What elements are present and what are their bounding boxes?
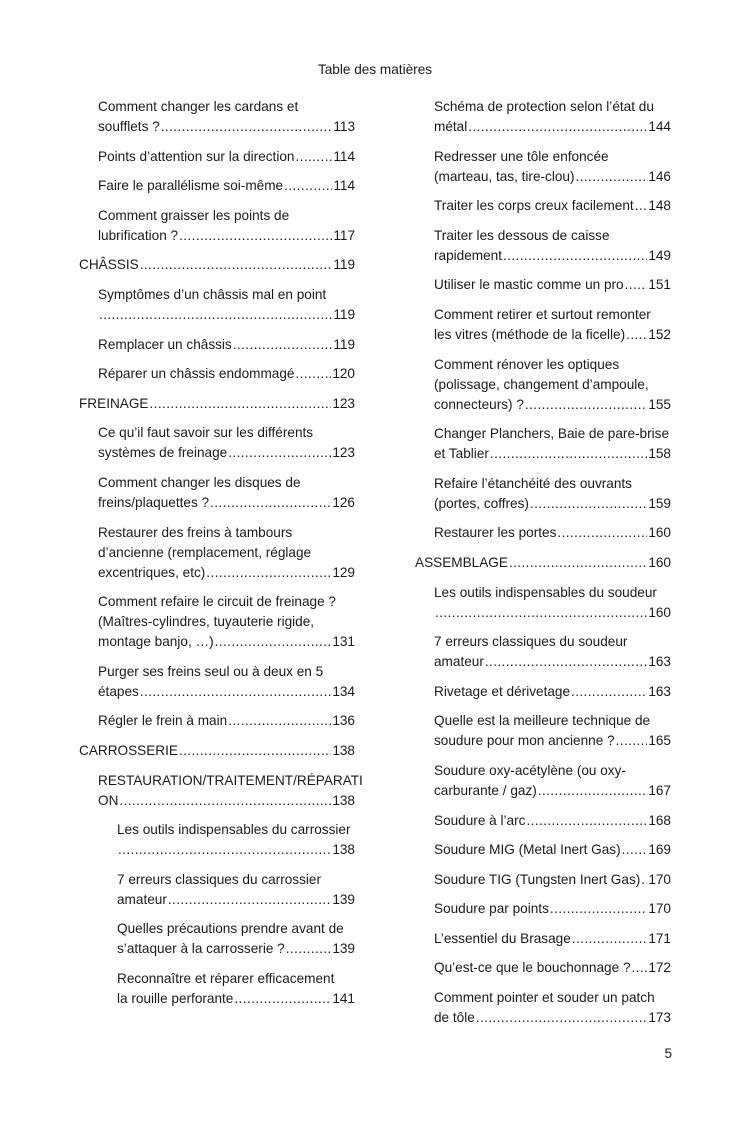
toc-entry-text: la rouille perforante (117, 990, 234, 1006)
toc-page-number: 146 (648, 168, 671, 184)
toc-page-number: 114 (333, 178, 355, 194)
toc-entry[interactable] (98, 364, 355, 384)
toc-entry[interactable] (98, 206, 355, 246)
dot-leader (485, 652, 647, 672)
toc-entry[interactable] (98, 176, 355, 196)
toc-entry-leader-line (434, 275, 671, 295)
toc-entry[interactable] (117, 919, 355, 959)
toc-entry-leader-line (117, 939, 355, 959)
toc-entry-text: connecteurs) ? (434, 396, 524, 412)
dot-leader (118, 840, 331, 860)
toc-entry[interactable] (434, 632, 671, 672)
dot-leader (503, 246, 647, 266)
toc-entry-text: s’attaquer à la carrosserie ? (117, 941, 285, 957)
toc-entry[interactable] (434, 840, 671, 860)
dot-leader (490, 444, 647, 464)
toc-page-number: 155 (648, 396, 671, 412)
toc-entry[interactable] (98, 523, 355, 583)
toc-entry-leader-line (98, 147, 355, 167)
toc-entry-text-line: 7 erreurs classiques du carrossier (117, 871, 321, 887)
dot-leader (210, 493, 331, 513)
toc-entry-leader-line (98, 335, 355, 355)
toc-page-number: 169 (648, 842, 671, 858)
toc-page-number: 138 (332, 792, 355, 808)
toc-entry-leader-line (434, 325, 671, 345)
toc-entry-leader-line (434, 494, 671, 514)
toc-entry-text-line: Comment retirer et surtout remonter (434, 306, 651, 322)
toc-page-number: 151 (648, 277, 671, 293)
dot-leader (140, 255, 333, 275)
dot-leader (530, 494, 647, 514)
dot-leader (616, 731, 648, 751)
toc-section-heading[interactable] (415, 553, 671, 573)
toc-page-number: 144 (648, 119, 671, 134)
toc-entry-text-line: Comment changer les cardans et (98, 99, 299, 114)
toc-entry[interactable] (434, 196, 671, 216)
toc-entry[interactable] (434, 899, 671, 919)
toc-entry-leader-line (434, 811, 671, 831)
toc-entry-text-line: Changer Planchers, Baie de pare-brise (434, 426, 670, 442)
toc-entry-leader-line (434, 395, 671, 415)
toc-entry-leader-line (434, 958, 671, 978)
toc-entry[interactable] (434, 811, 671, 831)
dot-leader (140, 682, 331, 702)
toc-entry-text-line: RESTAURATION/TRAITEMENT/RÉPARATI (98, 772, 363, 788)
toc-section-heading[interactable] (79, 741, 355, 761)
toc-entry[interactable] (98, 592, 355, 652)
toc-page-number: 120 (332, 366, 355, 382)
toc-entry-leader-line (434, 117, 671, 137)
dot-leader (641, 870, 647, 890)
page-number: 5 (664, 1046, 672, 1061)
toc-entry[interactable] (98, 97, 355, 137)
toc-page-number: 141 (332, 990, 355, 1006)
toc-entry-leader-line (98, 364, 355, 384)
toc-entry-leader-line (98, 443, 355, 463)
toc-entry[interactable] (434, 355, 671, 415)
toc-entry-text: freins/plaquettes ? (98, 494, 210, 510)
toc-entry-text: FREINAGE (79, 395, 149, 411)
toc-entry-leader-line (434, 603, 671, 623)
toc-entry[interactable] (434, 226, 671, 266)
toc-section-heading[interactable] (79, 255, 355, 275)
toc-entry-leader-line (98, 632, 355, 652)
toc-entry-text-line: Quelle est la meilleure technique de (434, 713, 651, 729)
dot-leader (509, 553, 647, 573)
toc-entry[interactable] (98, 662, 355, 702)
toc-entry-leader-line (434, 929, 671, 949)
toc-entry-text-line: Symptômes d’un châssis mal en point (98, 286, 327, 302)
dot-leader (476, 1008, 647, 1028)
toc-section-heading[interactable] (79, 394, 355, 414)
toc-page-number: 138 (332, 842, 355, 858)
toc-entry[interactable] (98, 335, 355, 355)
toc-entry-leader-line (434, 167, 671, 187)
toc-entry-leader-line (98, 563, 355, 583)
toc-entry-text-line: (polissage, changement d’ampoule, (434, 376, 649, 392)
toc-entry-text-line: Comment refaire le circuit de freinage ? (98, 594, 336, 610)
toc-entry-text: ASSEMBLAGE (415, 554, 508, 570)
toc-page-number: 159 (648, 495, 671, 511)
toc-entry-leader-line (98, 305, 355, 325)
dot-leader (284, 176, 332, 196)
toc-entry-text-line: Quelles précautions prendre avant de (117, 921, 344, 937)
toc-page-number: 165 (648, 733, 671, 749)
toc-entry-leader-line (98, 682, 355, 702)
toc-entry-text-line: Les outils indispensables du carrossier (117, 822, 351, 838)
toc-entry-text: L’essentiel du Brasage (434, 930, 571, 946)
toc-entry-leader-line (117, 840, 355, 860)
toc-entry[interactable] (434, 424, 671, 464)
dot-leader (119, 791, 331, 811)
dot-leader (635, 196, 648, 216)
toc-entry[interactable] (117, 969, 355, 1009)
toc-entry[interactable] (98, 771, 363, 811)
dot-leader (295, 147, 332, 167)
dot-leader (286, 939, 332, 959)
toc-entry-leader-line (434, 840, 671, 860)
toc-entry-leader-line (98, 226, 355, 246)
toc-entry[interactable] (434, 147, 671, 187)
toc-entry-text: de tôle (434, 1010, 475, 1026)
toc-entry-leader-line (79, 394, 355, 414)
toc-entry-leader-line (98, 117, 355, 137)
toc-page-number: 119 (333, 257, 355, 273)
toc-entry[interactable] (434, 305, 671, 345)
toc-entry-text-line: Comment changer les disques de (98, 474, 301, 490)
toc-entry[interactable] (98, 423, 355, 463)
dot-leader (161, 117, 333, 137)
toc-entry[interactable] (434, 958, 671, 978)
toc-entry[interactable] (434, 583, 671, 623)
toc-left-column (79, 97, 363, 1018)
toc-entry[interactable] (434, 988, 671, 1028)
dot-leader (168, 890, 331, 910)
toc-entry-text: étapes (98, 683, 139, 699)
toc-page-number: 131 (332, 634, 355, 650)
toc-entry[interactable] (434, 711, 671, 751)
dot-leader (557, 523, 647, 543)
toc-entry-leader-line (434, 781, 671, 801)
dot-leader (632, 958, 648, 978)
dot-leader (525, 395, 647, 415)
toc-page-number: 172 (648, 960, 671, 976)
toc-entry-text: Soudure TIG (Tungsten Inert Gas) (434, 871, 641, 887)
toc-entry-leader-line (434, 1008, 671, 1028)
toc-entry-text: Faire le parallélisme soi-même (98, 178, 284, 194)
toc-entry-text-line: Restaurer des freins à tambours (98, 524, 293, 540)
toc-entry-leader-line (117, 890, 355, 910)
toc-entry-text-line: Soudure oxy-acétylène (ou oxy- (434, 762, 626, 778)
toc-entry-text-line: 7 erreurs classiques du soudeur (434, 634, 628, 650)
dot-leader (179, 741, 331, 761)
toc-entry-text-line: Ce qu’il faut savoir sur les différents (98, 425, 314, 441)
toc-page-number: 152 (648, 326, 671, 342)
toc-page-number: 160 (648, 554, 671, 570)
toc-page-number: 114 (333, 148, 355, 164)
toc-entry-leader-line (117, 989, 355, 1009)
toc-entry-leader-line (98, 711, 355, 731)
toc-entry-text: Rivetage et dérivetage (434, 683, 571, 699)
toc-entry-text-line: Purger ses freins seul ou à deux en 5 (98, 663, 324, 679)
toc-entry[interactable] (98, 147, 355, 167)
toc-entry[interactable] (98, 711, 355, 731)
toc-entry[interactable] (117, 820, 355, 860)
toc-right-column (415, 97, 671, 1038)
toc-entry-text: systèmes de freinage (98, 445, 228, 461)
toc-entry[interactable] (98, 473, 355, 513)
toc-entry-text-line: Refaire l’étanchéité des ouvrants (434, 475, 632, 491)
toc-entry-leader-line (79, 741, 355, 761)
toc-entry-text: (portes, coffres) (434, 495, 529, 511)
dot-leader (572, 929, 648, 949)
dot-leader (526, 811, 647, 831)
toc-page-number: 170 (648, 901, 671, 917)
toc-entry-text: soufflets ? (98, 119, 160, 134)
toc-page-number: 129 (332, 564, 355, 580)
toc-page-number: 134 (332, 683, 355, 699)
toc-entry-text: Points d’attention sur la direction (98, 148, 295, 164)
toc-entry-text: amateur (434, 654, 484, 670)
toc-entry-text: Soudure à l’arc (434, 812, 526, 828)
toc-page-number: 138 (332, 742, 355, 758)
toc-entry-text: Remplacer un châssis (98, 336, 232, 352)
toc-entry-text: Traiter les corps creux facilement (434, 198, 634, 214)
dot-leader (625, 275, 648, 295)
toc-page-number: 160 (648, 604, 671, 620)
toc-entry-leader-line (434, 246, 671, 266)
toc-entry-text: Soudure par points (434, 901, 549, 917)
toc-entry-text: lubrification ? (98, 227, 179, 243)
dot-leader (622, 840, 648, 860)
dot-leader (179, 226, 332, 246)
toc-entry-text-line: Comment rénover les optiques (434, 356, 620, 372)
toc-page-number: 119 (333, 306, 355, 322)
dot-leader (576, 167, 648, 187)
toc-entry-leader-line (98, 791, 355, 811)
toc-entry[interactable] (434, 870, 671, 890)
toc-entry-leader-line (434, 899, 671, 919)
toc-page-number: 163 (648, 683, 671, 699)
toc-entry-leader-line (434, 523, 671, 543)
toc-entry-leader-line (434, 196, 671, 216)
toc-entry-text-line: d’ancienne (remplacement, réglage (98, 544, 312, 560)
toc-page-number: 148 (648, 198, 671, 214)
toc-entry-text-line: Schéma de protection selon l’état du (434, 99, 654, 114)
toc-page-number: 168 (648, 812, 671, 828)
toc-entry-text: les vitres (méthode de la ficelle) (434, 326, 626, 342)
dot-leader (626, 325, 647, 345)
toc-entry[interactable] (117, 870, 355, 910)
toc-entry-text: (marteau, tas, tire-clou) (434, 168, 575, 184)
toc-entry-text-line: Traiter les dessous de caisse (434, 227, 610, 243)
toc-entry-leader-line (434, 731, 671, 751)
toc-page-number: 170 (648, 871, 671, 887)
toc-page-number: 126 (332, 494, 355, 510)
toc-entry-text: métal (434, 119, 468, 134)
toc-entry-text-line: Les outils indispensables du soudeur (434, 584, 657, 600)
dot-leader (206, 563, 331, 583)
toc-page-number: 163 (648, 654, 671, 670)
toc-entry-text: Qu’est-ce que le bouchonnage ? (434, 960, 631, 976)
toc-page-number: 123 (332, 445, 355, 461)
toc-entry[interactable] (434, 97, 671, 137)
toc-entry-text: carburante / gaz) (434, 782, 537, 798)
dot-leader (150, 394, 332, 414)
toc-entry-text-line: Comment graisser les points de (98, 207, 290, 223)
toc-entry-text-line: Redresser une tôle enfoncée (434, 148, 609, 164)
toc-entry[interactable] (98, 285, 355, 325)
toc-entry-leader-line (434, 652, 671, 672)
toc-entry-text: CARROSSERIE (79, 742, 178, 758)
toc-entry-text: rapidement (434, 247, 503, 263)
dot-leader (233, 335, 333, 355)
dot-leader (571, 682, 647, 702)
toc-entry[interactable] (434, 523, 671, 543)
dot-leader (550, 899, 647, 919)
toc-entry-text: CHÂSSIS (79, 257, 139, 273)
toc-entry-leader-line (434, 444, 671, 464)
dot-leader (468, 117, 647, 137)
toc-page-number: 113 (333, 119, 355, 134)
dot-leader (99, 305, 332, 325)
toc-page-number: 149 (648, 247, 671, 263)
toc-page-number: 119 (333, 336, 355, 352)
toc-entry-leader-line (415, 553, 671, 573)
toc-page-number: 139 (332, 941, 355, 957)
toc-entry-leader-line (98, 493, 355, 513)
toc-entry[interactable] (434, 761, 671, 801)
toc-entry[interactable] (434, 474, 671, 514)
toc-entry-text-line: Comment pointer et souder un patch (434, 990, 655, 1006)
dot-leader (228, 443, 331, 463)
toc-entry[interactable] (434, 682, 671, 702)
toc-entry-text-line: (Maîtres-cylindres, tuyauterie rigide, (98, 614, 315, 630)
toc-entry-leader-line (98, 176, 355, 196)
toc-page-number: 167 (648, 782, 671, 798)
toc-page-number: 117 (333, 227, 355, 243)
toc-entry[interactable] (434, 929, 671, 949)
toc-page-number: 139 (332, 891, 355, 907)
toc-entry-leader-line (434, 870, 671, 890)
toc-entry-leader-line (434, 682, 671, 702)
toc-entry-text: Utiliser le mastic comme un pro (434, 277, 624, 293)
toc-page-number: 136 (332, 713, 355, 729)
toc-page-number: 171 (648, 930, 671, 946)
dot-leader (215, 632, 332, 652)
toc-entry-text: soudure pour mon ancienne ? (434, 733, 615, 749)
dot-leader (234, 989, 331, 1009)
toc-entry-text: montage banjo, …) (98, 634, 214, 650)
toc-page-number: 123 (332, 395, 355, 411)
toc-entry-text: Régler le frein à main (98, 713, 228, 729)
toc-entry-text: Restaurer les portes (434, 525, 557, 541)
toc-entry-text: excentriques, etc) (98, 564, 206, 580)
toc-entry-text-line: Reconnaître et réparer efficacement (117, 970, 335, 986)
toc-page-number: 173 (648, 1010, 671, 1026)
toc-entry-text: amateur (117, 891, 167, 907)
toc-page-number: 160 (648, 525, 671, 541)
dot-leader (228, 711, 331, 731)
dot-leader (295, 364, 331, 384)
toc-entry-leader-line (79, 255, 355, 275)
dot-leader (538, 781, 648, 801)
page-title: Table des matières (317, 62, 433, 77)
dot-leader (435, 603, 647, 623)
toc-entry[interactable] (434, 275, 671, 295)
toc-entry-text: Soudure MIG (Metal Inert Gas) (434, 842, 621, 858)
toc-entry-text: et Tablier (434, 446, 489, 462)
toc-entry-text: Réparer un châssis endommagé (98, 366, 295, 382)
toc-entry-text: ON (98, 792, 119, 808)
toc-page-number: 158 (648, 446, 671, 462)
